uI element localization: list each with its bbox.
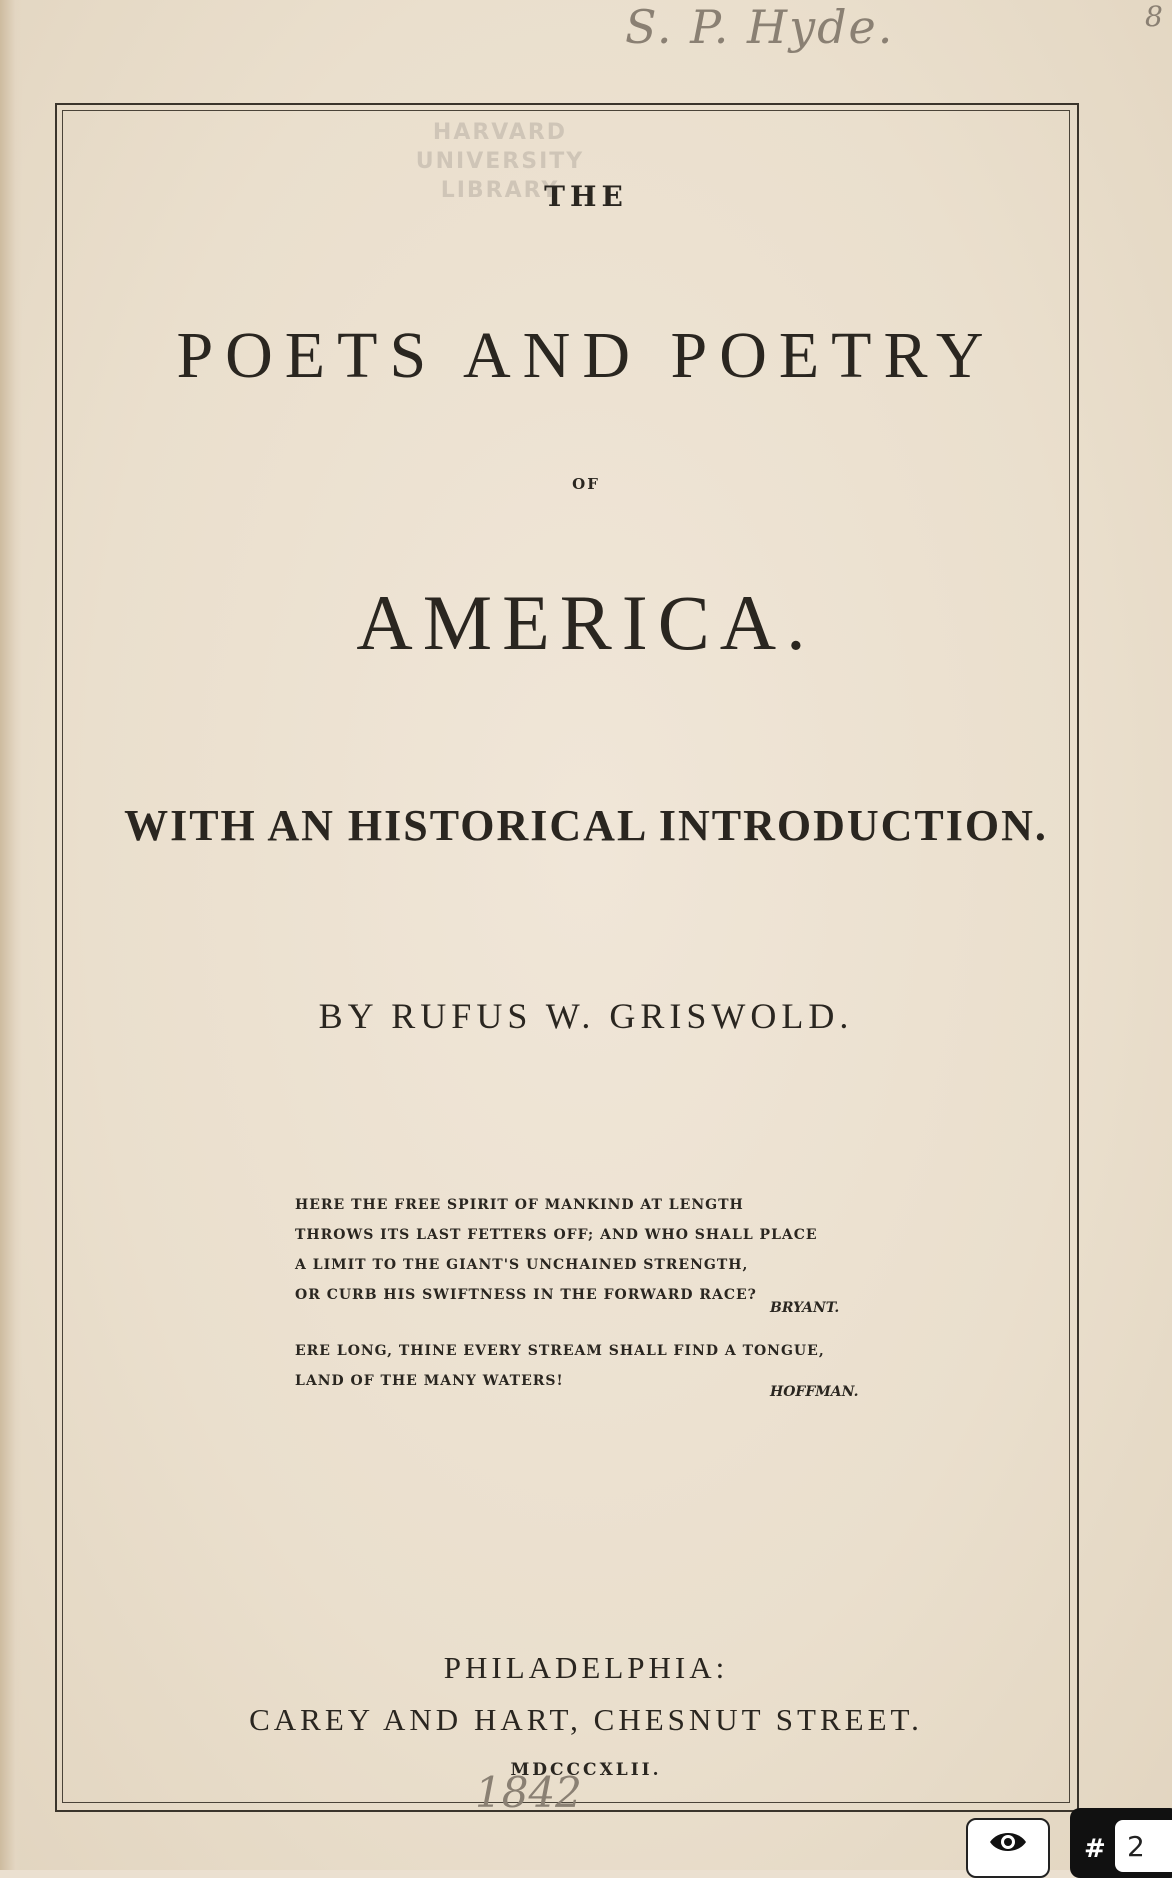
viewer-controls xyxy=(960,1800,1172,1870)
main-title: POETS AND POETRY xyxy=(176,319,996,392)
epigraph-bryant xyxy=(295,1190,915,1310)
epigraph-attribution: BRYANT. xyxy=(770,1300,840,1316)
eye-icon xyxy=(988,1828,1028,1856)
handwritten-page-mark: 8 xyxy=(1145,0,1163,33)
imprint-date: MDCCCXLII. xyxy=(510,1760,662,1780)
title-of: OF xyxy=(572,475,600,493)
epigraph-line: HERE THE FREE SPIRIT OF MANKIND AT LENGTH xyxy=(295,1197,744,1213)
title-country: AMERICA. xyxy=(356,579,816,666)
epigraph-line: THROWS ITS LAST FETTERS OFF; AND WHO SHALL PLACE xyxy=(295,1227,818,1243)
toggle-view-button[interactable] xyxy=(966,1818,1050,1878)
epigraph-attribution: HOFFMAN. xyxy=(770,1384,859,1400)
page-number-input[interactable] xyxy=(1115,1820,1172,1872)
stamp-line: HARVARD xyxy=(432,120,568,145)
epigraph-line: LAND OF THE MANY WATERS! xyxy=(295,1373,564,1389)
imprint-publisher: CAREY AND HART, CHESNUT STREET. xyxy=(249,1702,923,1737)
epigraph-line: A LIMIT TO THE GIANT'S UNCHAINED STRENGTH, xyxy=(295,1257,749,1273)
stamp-line: LIBRARY xyxy=(440,178,560,203)
title-article: THE xyxy=(544,180,628,213)
epigraph-line: ERE LONG, THINE EVERY STREAM SHALL FIND A TONGUE, xyxy=(295,1343,825,1359)
handwritten-signature: S. P. Hyde. xyxy=(625,0,895,54)
handwritten-year: 1842 xyxy=(475,1768,582,1817)
author-line: BY RUFUS W. GRISWOLD. xyxy=(318,996,854,1036)
subtitle: WITH AN HISTORICAL INTRODUCTION. xyxy=(124,801,1048,850)
imprint-city: PHILADELPHIA: xyxy=(443,1650,729,1685)
epigraph-line: OR CURB HIS SWIFTNESS IN THE FORWARD RACE? xyxy=(295,1287,757,1303)
page-binding-edge xyxy=(0,0,22,1870)
hash-icon: # xyxy=(1084,1834,1106,1864)
stamp-line: UNIVERSITY xyxy=(415,149,585,174)
